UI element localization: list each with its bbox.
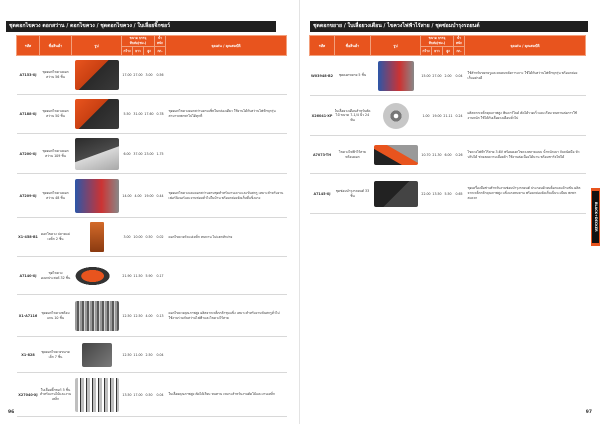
product-description: ดอกไขควงคุณภาพสูง ผลิตจากเหล็กกล้าชุบแข็ง เหมาะสำหรับงานขันสกรูทั่วไป ใช้งานร่วมกับสว่านไฟฟ้าและไขควงไร้สาย: [166, 295, 287, 337]
dim-length: 21.30: [432, 136, 443, 174]
table-row: [310, 136, 586, 174]
col-weight: น้ำหนัก: [454, 36, 465, 47]
product-description: ชุดเครื่องมือช่างสำหรับงานซ่อมบำรุงรถยนต์ ประกอบด้วยบล็อกและด้ามขัน ผลิตจากเหล็กกล้าคุณภาพสูง แข็งแรงทนทาน พร้อมกล่องจัดเก็บเป็นระเบียบ พกพาสะดวก: [465, 174, 586, 214]
product-description: ดอกไขควงหัวแม่เหล็ก ทนทาน ไม่แตกหักง่าย: [166, 218, 287, 257]
table-row: [17, 95, 287, 134]
dim-length: 37.00: [133, 134, 144, 174]
product-image: [75, 179, 119, 213]
weight-kg: 0.17: [155, 257, 166, 295]
col-code: รหัส: [310, 36, 335, 56]
product-description: ใบเลื่อยคุณภาพสูง ตัดได้เรียบ ทนทาน เหมาะสำหรับงานตัดไม้และงานเหล็ก: [166, 373, 287, 417]
table-row: [310, 96, 586, 136]
col-image: รูป: [371, 36, 421, 56]
product-code: A7188-XJ: [17, 95, 40, 134]
product-description: [166, 337, 287, 373]
table-row: [17, 257, 287, 295]
product-name: ชุดดอกไขควงพร้อมแกน 10 ชิ้น: [40, 295, 72, 337]
col-length: ยาว: [432, 47, 443, 56]
dim-width: 21.90: [122, 257, 133, 295]
table-row: [17, 174, 287, 218]
weight-kg: 1.75: [155, 134, 166, 174]
dim-length: 13.50: [432, 174, 443, 214]
col-height: สูง: [144, 47, 155, 56]
dim-width: 14.00: [122, 174, 133, 218]
col-name: ชื่อสินค้า: [335, 36, 371, 56]
table-row: [17, 295, 287, 337]
dim-width: 17.00: [122, 56, 133, 95]
product-name: ชุดดอกไขควงดอกสว่าน 56 ชิ้น: [40, 56, 72, 95]
product-code: X27040-XJ: [17, 373, 40, 417]
brand-tab: [591, 188, 600, 246]
right-page: [300, 0, 600, 424]
dim-height: 5.90: [144, 257, 155, 295]
product-code: A7073-TH: [310, 136, 335, 174]
product-code: A7145-XJ: [310, 174, 335, 214]
weight-kg: 0.65: [454, 174, 465, 214]
dim-height: 2.00: [443, 56, 454, 96]
dim-length: 17.00: [133, 373, 144, 417]
product-name: ชุดดอกไขควงขนาดเล็ก 7 ชิ้น: [40, 337, 72, 373]
product-description: [166, 134, 287, 174]
page-number: 96: [8, 410, 15, 415]
dim-height: 19.00: [144, 174, 155, 218]
dim-height: 0.50: [144, 373, 155, 417]
table-row: [17, 218, 287, 257]
col-detail: จุดเด่น / คุณสมบัติ: [465, 36, 586, 56]
product-code: X1-A7116: [17, 295, 40, 337]
dim-height: 4.00: [144, 295, 155, 337]
dim-height: 23.00: [144, 134, 155, 174]
col-size-group: ขนาด บรรจุหีบห่อ(ซม.): [122, 36, 155, 47]
dim-length: 27.00: [133, 56, 144, 95]
product-code: X26041-XP: [310, 96, 335, 136]
weight-kg: 0.56: [155, 56, 166, 95]
weight-kg: 0.24: [454, 96, 465, 136]
product-name: ชุดไขควงอเนกประสงค์ 32 ชิ้น: [40, 257, 72, 295]
product-name: ใบเลื่อยจิ๊กซอว์ 5 ชิ้น สำหรับงานไม้และงานเหล็ก: [40, 373, 72, 417]
product-image: [374, 181, 418, 207]
product-image: [378, 61, 414, 91]
col-length: ยาว: [133, 47, 144, 56]
product-image: [75, 60, 119, 90]
product-name: ดอกไขควง ปลายแม่เหล็ก 2 ชิ้น: [40, 218, 72, 257]
product-code: A7153-XJ: [17, 56, 40, 95]
product-code: A7200-XJ: [17, 134, 40, 174]
right-section-banner: ชุดดอกขยาย / ใบเลื่อยวงเดือน / ไขควงไฟฟ้าไร้สาย / ชุดซ่อมบำรุงรถยนต์: [310, 21, 588, 32]
product-description: ผลิตจากเหล็กคุณภาพสูง ฟันคาร์ไบด์ ตัดได้รวดเร็วและเรียบ ทนทานต่อการใช้งานหนัก ใช้ได้กับเลื่อยวงเดือนทั่วไป: [465, 96, 586, 136]
weight-kg: 0.13: [155, 295, 166, 337]
dim-length: 11.00: [133, 337, 144, 373]
col-code: รหัส: [17, 36, 40, 56]
product-name: ชุดซ่อมบำรุงรถยนต์ 33 ชิ้น: [335, 174, 371, 214]
product-name: ชุดดอกไขควงดอกสว่าน 50 ชิ้น: [40, 95, 72, 134]
weight-kg: 0.04: [454, 56, 465, 96]
product-description: ไขควงไฟฟ้าไร้สาย 3.6V พร้อมดอกไขควงหลายแบบ น้ำหนักเบา จับถนัดมือ หัวปรับได้ ช่วยลดความเมื่อยล้า ใช้งานต่อเนื่องได้นาน พร้อมชาร์จไฟได้: [465, 136, 586, 174]
dim-length: 12.50: [133, 295, 144, 337]
dim-width: 6.00: [122, 134, 133, 174]
col-width: กว้าง: [122, 47, 133, 56]
col-name: ชื่อสินค้า: [40, 36, 72, 56]
weight-kg: 0.04: [155, 373, 166, 417]
product-description: [166, 56, 287, 95]
weight-kg: 0.04: [155, 337, 166, 373]
product-code: X1-458-B1: [17, 218, 40, 257]
product-image: [75, 99, 119, 129]
table-row: [310, 174, 586, 214]
product-image: [75, 378, 119, 412]
dim-height: 17.60: [144, 95, 155, 134]
product-name: ชุดดอกขยาย 5 ชิ้น: [335, 56, 371, 96]
col-detail: จุดเด่น / คุณสมบัติ: [166, 36, 287, 56]
product-name: ไขควงไฟฟ้าไร้สาย พร้อมดอก: [335, 136, 371, 174]
product-image: [75, 262, 119, 290]
dim-height: 21.11: [443, 96, 454, 136]
table-row: [17, 134, 287, 174]
product-description: ชุดดอกไขควงและดอกสว่านครบชุดสำหรับงานเจาะและขันสกรู เหมาะสำหรับงานเฟอร์นิเจอร์และงานซ่อมทั่วไปในบ้าน พร้อมกล่องจัดเก็บที่แข็งแรง: [166, 174, 287, 218]
product-name: ใบเลื่อยวงเดือนสำหรับตัดไม้ ขนาด 7-1/4 นิ้ว 24 ฟัน: [335, 96, 371, 136]
weight-kg: 0.02: [155, 218, 166, 257]
product-image: [90, 222, 104, 252]
dim-height: 3.00: [144, 56, 155, 95]
page-number: 97: [585, 410, 592, 415]
brand-tab-label: BLACK+DECKER: [592, 191, 599, 243]
right-product-table: [309, 35, 586, 214]
table-row: [17, 373, 287, 417]
dim-height: 0.50: [144, 218, 155, 257]
table-row: [310, 56, 586, 96]
left-product-table: [16, 35, 287, 417]
col-kg: กก.: [454, 47, 465, 56]
product-name: ชุดดอกไขควงดอกสว่าน 109 ชิ้น: [40, 134, 72, 174]
dim-length: 27.00: [432, 56, 443, 96]
dim-width: 12.50: [122, 337, 133, 373]
product-image: [75, 301, 119, 331]
table-row: [17, 337, 287, 373]
product-description: [166, 257, 287, 295]
dim-length: 4.00: [133, 174, 144, 218]
product-code: X1-828: [17, 337, 40, 373]
dim-height: 6.00: [443, 136, 454, 174]
weight-kg: 0.26: [454, 136, 465, 174]
product-code: A7140-XJ: [17, 257, 40, 295]
product-image: [383, 103, 409, 129]
product-image: [75, 138, 119, 170]
product-image: [82, 343, 112, 367]
product-description: ชุดดอกไขควงดอกสว่านครบเซ็ทในกล่องเดียว ใช้งานได้กับสว่านไฟฟ้าทุกรุ่นสามารถพกพาไปได้ทุกที่: [166, 95, 287, 134]
col-size-group: ขนาด บรรจุหีบห่อ(ซม.): [421, 36, 454, 47]
dim-length: 10.00: [133, 218, 144, 257]
col-kg: กก.: [155, 47, 166, 56]
product-image: [374, 145, 418, 165]
dim-width: 13.50: [122, 373, 133, 417]
dim-width: 5.50: [122, 95, 133, 134]
dim-length: 19.00: [432, 96, 443, 136]
weight-kg: 0.78: [155, 95, 166, 134]
dim-width: 15.00: [421, 56, 432, 96]
dim-width: 3.00: [122, 218, 133, 257]
col-width: กว้าง: [421, 47, 432, 56]
dim-length: 11.50: [133, 257, 144, 295]
table-row: [17, 56, 287, 95]
col-height: สูง: [443, 47, 454, 56]
col-weight: น้ำหนัก: [155, 36, 166, 47]
col-image: รูป: [72, 36, 122, 56]
product-code: A7209-XJ: [17, 174, 40, 218]
product-code: W03948-B2: [310, 56, 335, 96]
weight-kg: 0.44: [155, 174, 166, 218]
left-section-banner: ชุดดอกไขควง ดอกสว่าน / ดอกไขควง / ชุดดอกไขควง / ใบเลื่อยจิ๊กซอว์: [6, 21, 276, 32]
dim-width: 10.70: [421, 136, 432, 174]
product-name: ชุดดอกไขควงดอกสว่าน 48 ชิ้น: [40, 174, 72, 218]
dim-width: 1.00: [421, 96, 432, 136]
dim-width: 12.50: [122, 295, 133, 337]
dim-height: 2.50: [144, 337, 155, 373]
product-description: ใช้สำหรับขยายรูและลบคมหลังการเจาะ ใช้ได้กับสว่านไฟฟ้าทุกรุ่น พร้อมกล่องเก็บอย่างดี: [465, 56, 586, 96]
dim-width: 22.00: [421, 174, 432, 214]
dim-height: 5.50: [443, 174, 454, 214]
dim-length: 31.00: [133, 95, 144, 134]
